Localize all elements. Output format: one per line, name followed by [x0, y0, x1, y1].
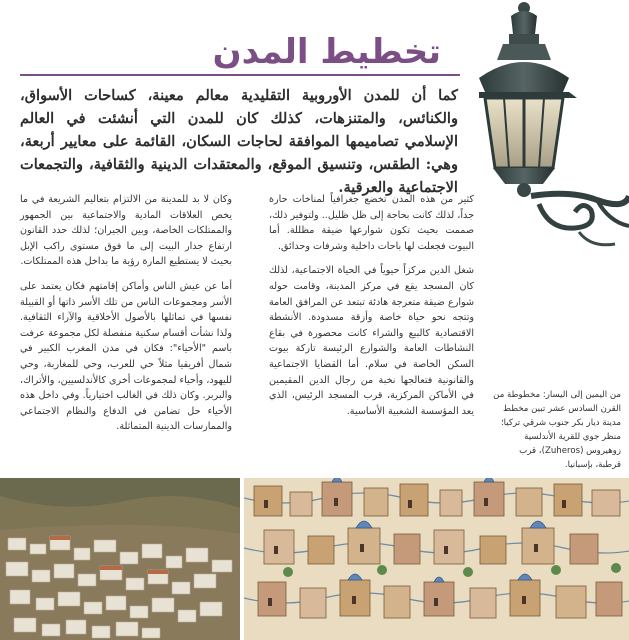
body-paragraph: وكان لا بد للمدينة من الالتزام بتعاليم الشريعة في ما يخص العلاقات المادية والاجتماعية بين الجمهور والممتلكات الخاصة، وبين الجيران؛ لذلك حدد القانون ارتفاع جدار البيت إلى ما فوق مستوى راكب الإبل بحيث لا يستطيع المارة رؤية ما بداخل هذه الممتلكات.: [20, 194, 232, 268]
body-paragraph: أما عن عيش الناس وأماكن إقامتهم فكان يعتمد على الأسر ومجموعات الناس من تلك الأسر ذاتها أو القبيلة نفسها في تماثلها بالأصول الأخلاقية والآراء الثقافية. ولذا نشأت أقسام سكنية منفصلة لكل مجموعة عرفت باسم "الأحياء": فكان في مدن المغرب الكبير في شمال أفريقيا مثلاً حي للعرب، وحي للمغاربة، وحي لليهود، وأحياء لمجموعات أخرى كالأندلسيين، والأتراك، والبربر. وكان ذلك في الغالب اختيارياً. وفي داخل هذه الأحياء حل تضامن في الدفاع والنظام الاجتماعي والممارسات الدينية المتماثلة.: [20, 280, 232, 433]
image-caption: من اليمين إلى اليسار: مخطوطة من القرن السادس عشر تبين مخطط مدينة ديار بكر جنوب شرقي تركيا؛ منظر جوي للقرية الأندلسية زوهيروس (Zuheros)، قرب قرطبة، بإسبانيا.: [493, 390, 621, 470]
title-divider: [20, 74, 460, 76]
body-column-right: [269, 192, 474, 428]
body-paragraph: كثير من هذه المدن تخضع جغرافياً لمناخات حارة جداً، لذلك كانت بحاجة إلى ظل ظليل.. ولتوفير ذلك، صممت بحيث تكون شوارعها ضيقة مظللة. أما البيوت فجعلت لها باحات داخلية وشرفات وحدائق.: [269, 194, 474, 252]
body-paragraph: شغل الدين مركزاً حيوياً في الحياة الاجتماعية، لذلك كان المسجد يقع في مركز المدينة، وقامت حوله شوارع ضيقة متعرجة هادئة تبتعد عن المرافق العامة وتتجه نحو حياة خاصة وأزقة مسدودة. الأنشطة الاقتصادية كالبيع والشراء كانت محصورة في بقاع النشاطات العامة والشوارع الرئيسة تاركة بيوت السكن الخاصة في سلام. أما القضايا الاجتماعية والقانونية فتعالجها نخبة من رجال الدين المقيمين في الأماكن المركزية، قرب المسجد الرئيس، الذي يعد المؤسسة الشعبية الأساسية.: [269, 265, 474, 417]
article-title: تخطيط المدن: [212, 32, 441, 72]
article-intro: كما أن للمدن الأوروبية التقليدية معالم معينة، كساحات الأسواق، والكنائس، والمتنزهات، كذلك كان للمدن التي أنشئت في العالم الإسلامي تصاميمها الموافقة لحاجات السكان، القائمة على معايير أربعة، وهي: الطقس، وتنسيق الموقع، والمعتقدات الدينية والثقافية، والتجمعات الاجتماعية والعرقية.: [20, 87, 458, 196]
aerial-village-photo: [0, 478, 240, 640]
body-column-left: [20, 192, 232, 444]
manuscript-city-map: [244, 478, 629, 640]
